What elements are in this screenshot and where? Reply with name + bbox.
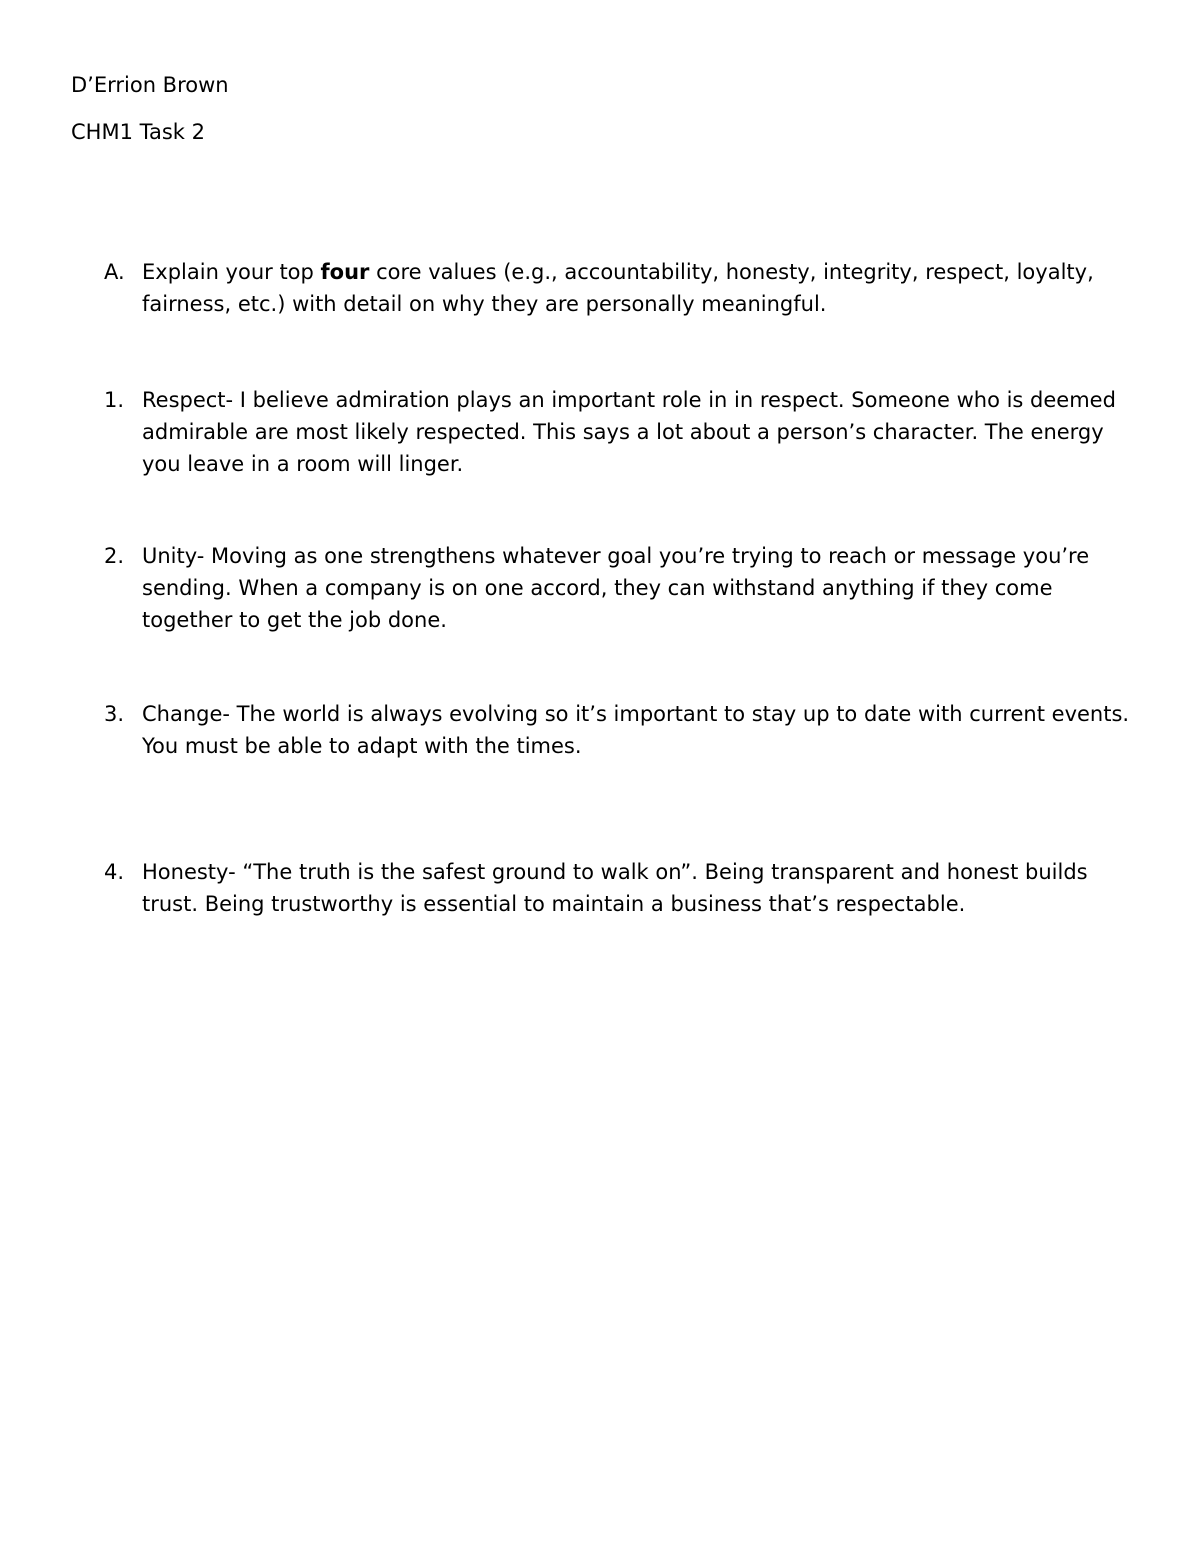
value-item-change	[104, 698, 1144, 762]
prompt-item	[104, 256, 1144, 320]
value-marker: 1.	[104, 388, 125, 412]
value-marker: 2.	[104, 544, 125, 568]
task-title: CHM1 Task 2	[71, 120, 205, 144]
prompt-text-start: Explain your top	[142, 260, 321, 284]
prompt-marker: A.	[104, 260, 125, 284]
value-text: Unity- Moving as one strengthens whatever goal you’re trying to reach or message you’re sending. When a company is on one accord, they can withstand anything if they come together to get the job done.	[142, 544, 1090, 632]
value-item-honesty	[104, 856, 1144, 920]
prompt-text	[142, 256, 1142, 320]
value-marker: 4.	[104, 860, 125, 884]
prompt-text-end: core values (e.g., accountability, honesty, integrity, respect, loyalty, fairness, etc.) with detail on why they are personally meaningful.	[142, 260, 1094, 316]
value-text: Change- The world is always evolving so it’s important to stay up to date with current events. You must be able to adapt with the times.	[142, 702, 1130, 758]
author-name: D’Errion Brown	[71, 73, 229, 97]
value-item-respect	[104, 384, 1144, 480]
prompt-bold-word: four	[320, 260, 370, 284]
value-text: Respect- I believe admiration plays an important role in in respect. Someone who is deemed admirable are most likely respected. This says a lot about a person’s character. The energy you leave in a room will linger.	[142, 388, 1116, 476]
value-item-unity	[104, 540, 1144, 636]
value-text: Honesty- “The truth is the safest ground to walk on”. Being transparent and honest builds trust. Being trustworthy is essential to maintain a business that’s respectable.	[142, 860, 1088, 916]
value-marker: 3.	[104, 702, 125, 726]
